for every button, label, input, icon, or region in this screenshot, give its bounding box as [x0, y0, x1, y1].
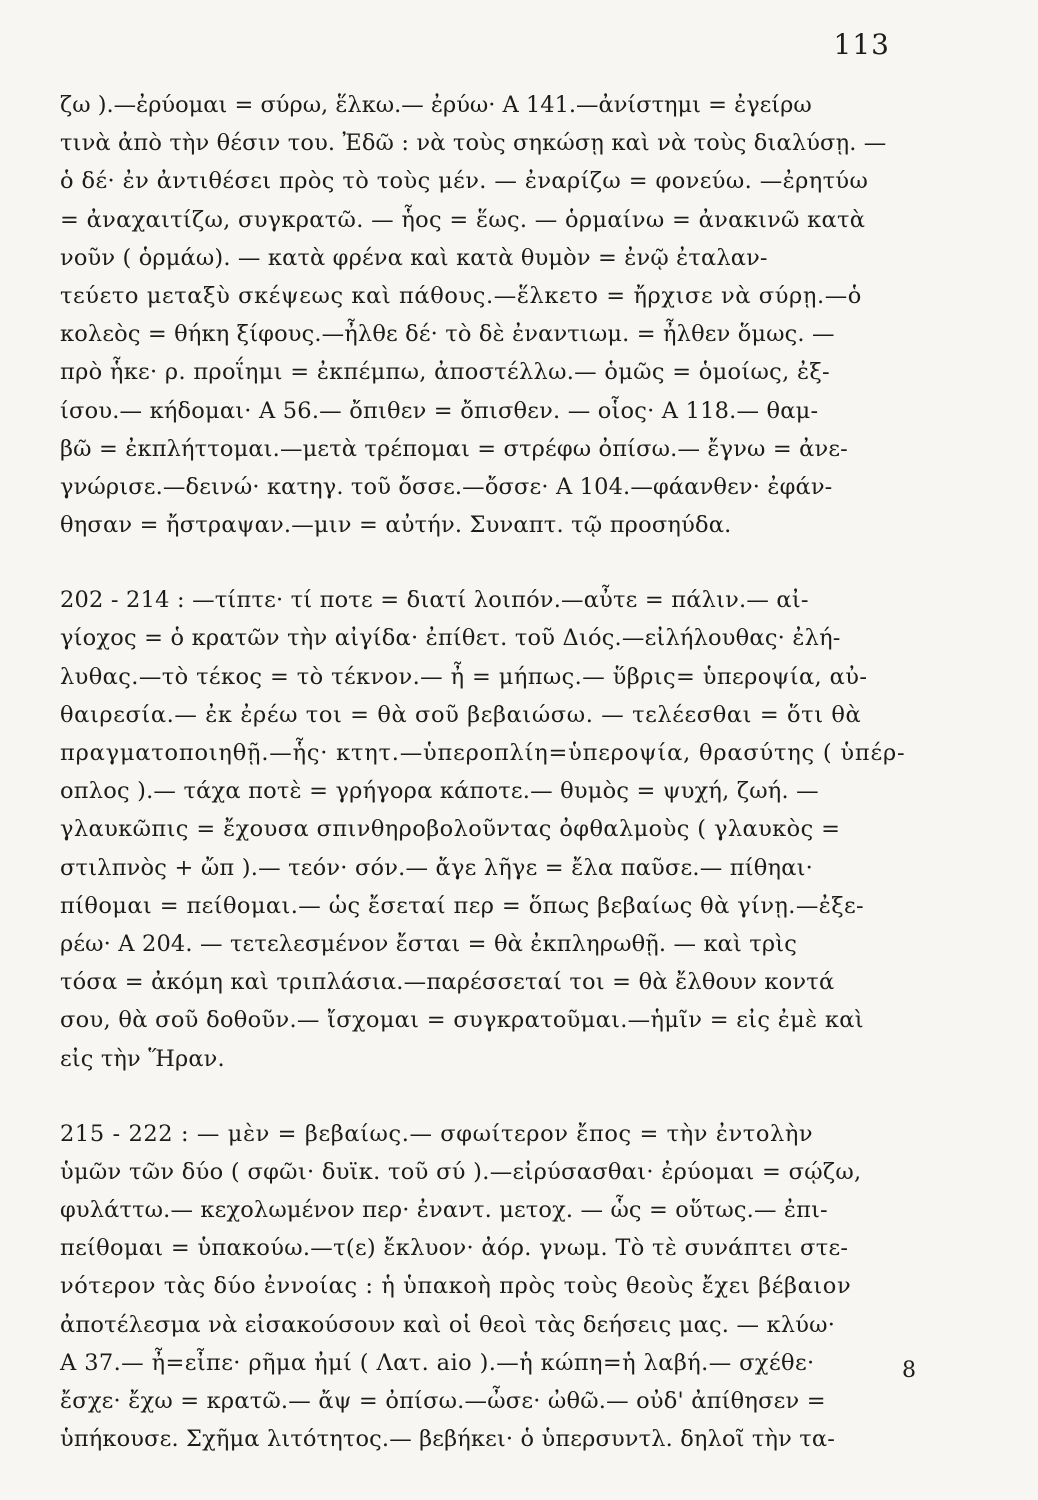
- text-line: βῶ = ἐκπλήττομαι.—μετὰ τρέπομαι = στρέφω ὀπίσω.— ἔγνω = ἀνε-: [60, 435, 848, 462]
- text-line: = ἀναχαιτίζω, συγκρατῶ. — ἧος = ἕως. — ὁρμαίνω = ἀνακινῶ κατὰ: [60, 206, 866, 233]
- text-line: λυθας.—τὸ τέκος = τὸ τέκνον.— ἦ = μήπως.— ὕβρις= ὑπεροψία, αὐ-: [60, 663, 868, 690]
- text-line: θαιρεσία.— ἐκ ἐρέω τοι = θὰ σοῦ βεβαιώσω. — τελέεσθαι = ὅτι θὰ: [60, 701, 862, 728]
- text-line: τόσα = ἀκόμη καὶ τριπλάσια.—παρέσσεταί τοι = θὰ ἔλθουν κοντά: [60, 969, 835, 996]
- text-line: ὁ δέ· ἐν ἀντιθέσει πρὸς τὸ τοὺς μέν. — ἐναρίζω = φονεύω. —ἐρητύω: [60, 168, 869, 195]
- text-line: ρέω· Α 204. — τετελεσμένον ἔσται = θὰ ἐκπληρωθῇ. — καὶ τρὶς: [60, 930, 798, 957]
- text-line: ὑπήκουσε. Σχῆμα λιτότητος.— βεβήκει· ὁ ὑπερσυντλ. δηλοῖ τὴν τα-: [60, 1426, 835, 1453]
- text-line: ἔσχε· ἔχω = κρατῶ.— ἄψ = ὀπίσω.—ὦσε· ὠθῶ.— οὐδ' ἀπίθησεν =: [60, 1388, 826, 1414]
- text-line: γνώρισε.—δεινώ· κατηγ. τοῦ ὄσσε.—ὄσσε· Α 104.—φάανθεν· ἐφάν-: [60, 473, 833, 500]
- paragraph-gap: [60, 1078, 926, 1115]
- text-line: τεύετο μεταξὺ σκέψεως καὶ πάθους.—ἕλκετο = ἤρχισε νὰ σύρῃ.—ὁ: [60, 282, 862, 309]
- text-line: θησαν = ἤστραψαν.—μιν = αὐτήν. Συναπτ. τῷ προσηύδα.: [60, 512, 732, 539]
- page-number-bottom: 8: [902, 1358, 916, 1383]
- text-line: πραγματοποιηθῇ.—ἧς· κτητ.—ὑπεροπλίη=ὑπεροψία, θρασύτης ( ὑπέρ-: [60, 740, 906, 766]
- text-line: στιλπνὸς + ὤπ ).— τεόν· σόν.— ἄγε λῆγε = ἔλα παῦσε.— πίθηαι·: [60, 854, 813, 881]
- text-line: οπλος ).— τάχα ποτὲ = γρήγορα κάποτε.— θυμὸς = ψυχή, ζωή. —: [60, 778, 819, 805]
- text-line: ζω ).—ἐρύομαι = σύρω, ἕλκω.— ἐρύω· Α 141.—ἀνίστημι = ἐγείρω: [60, 92, 812, 118]
- text-line: κολεὸς = θήκη ξίφους.—ἦλθε δέ· τὸ δὲ ἐναντιωμ. = ἦλθεν ὅμως. —: [60, 321, 835, 348]
- text-line: εἰς τὴν Ἥραν.: [60, 1045, 225, 1072]
- text-line: πείθομαι = ὑπακούω.—τ(ε) ἔκλυον· ἀόρ. γνωμ. Τὸ τὲ συνάπτει στε-: [60, 1235, 849, 1262]
- text-line: νότερον τὰς δύο ἐννοίας : ἡ ὑπακοὴ πρὸς τοὺς θεοὺς ἔχει βέβαιον: [60, 1273, 852, 1300]
- text-line: 215 - 222 : — μὲν = βεβαίως.— σφωίτερον ἔπος = τὴν ἐντολὴν: [60, 1120, 814, 1147]
- text-line: φυλάττω.— κεχολωμένον περ· ἐναντ. μετοχ. — ὧς = οὕτως.— ἐπι-: [60, 1197, 828, 1224]
- paragraph-gap: [60, 544, 926, 581]
- text-line: ὑμῶν τῶν δύο ( σφῶι· δυϊκ. τοῦ σύ ).—εἰρύσασθαι· ἐρύομαι = σῴζω,: [60, 1158, 862, 1185]
- commentary-text: [60, 86, 926, 1458]
- text-line: ἀποτέλεσμα νὰ εἰσακούσουν καὶ οἱ θεοὶ τὰς δεήσεις μας. — κλύω·: [60, 1311, 836, 1338]
- text-line: 202 - 214 : —τίπτε· τί ποτε = διατί λοιπόν.—αὖτε = πάλιν.— αἰ-: [60, 587, 809, 614]
- text-line: γλαυκῶπις = ἔχουσα σπινθηροβολοῦντας ὀφθαλμοὺς ( γλαυκὸς =: [60, 816, 841, 843]
- text-line: Α 37.— ἦ=εἶπε· ρῆμα ἠμί ( Λατ. aio ).—ἡ κώπη=ἡ λαβή.— σχέθε·: [60, 1349, 815, 1376]
- text-line: νοῦν ( ὁρμάω). — κατὰ φρένα καὶ κατὰ θυμὸν = ἐνῷ ἐταλαν-: [60, 244, 768, 271]
- text-line: πρὸ ἧκε· ρ. προΐημι = ἐκπέμπω, ἀποστέλλω.— ὁμῶς = ὁμοίως, ἐξ-: [60, 359, 830, 386]
- text-line: τινὰ ἀπὸ τὴν θέσιν του. Ἐδῶ : νὰ τοὺς σηκώσῃ καὶ νὰ τοὺς διαλύσῃ. —: [60, 130, 887, 157]
- text-line: γίοχος = ὁ κρατῶν τὴν αἰγίδα· ἐπίθετ. τοῦ Διός.—εἰλήλουθας· ἐλή-: [60, 625, 841, 652]
- text-line: σου, θὰ σοῦ δοθοῦν.— ἴσχομαι = συγκρατοῦμαι.—ἡμῖν = εἰς ἐμὲ καὶ: [60, 1007, 864, 1034]
- text-line: ίσου.— κήδομαι· Α 56.— ὄπιθεν = ὄπισθεν. — οἷος· Α 118.— θαμ-: [60, 397, 819, 424]
- page-number-top: 113: [833, 28, 890, 61]
- text-line: πίθομαι = πείθομαι.— ὡς ἔσεταί περ = ὅπως βεβαίως θὰ γίνῃ.—ἐξε-: [60, 892, 865, 919]
